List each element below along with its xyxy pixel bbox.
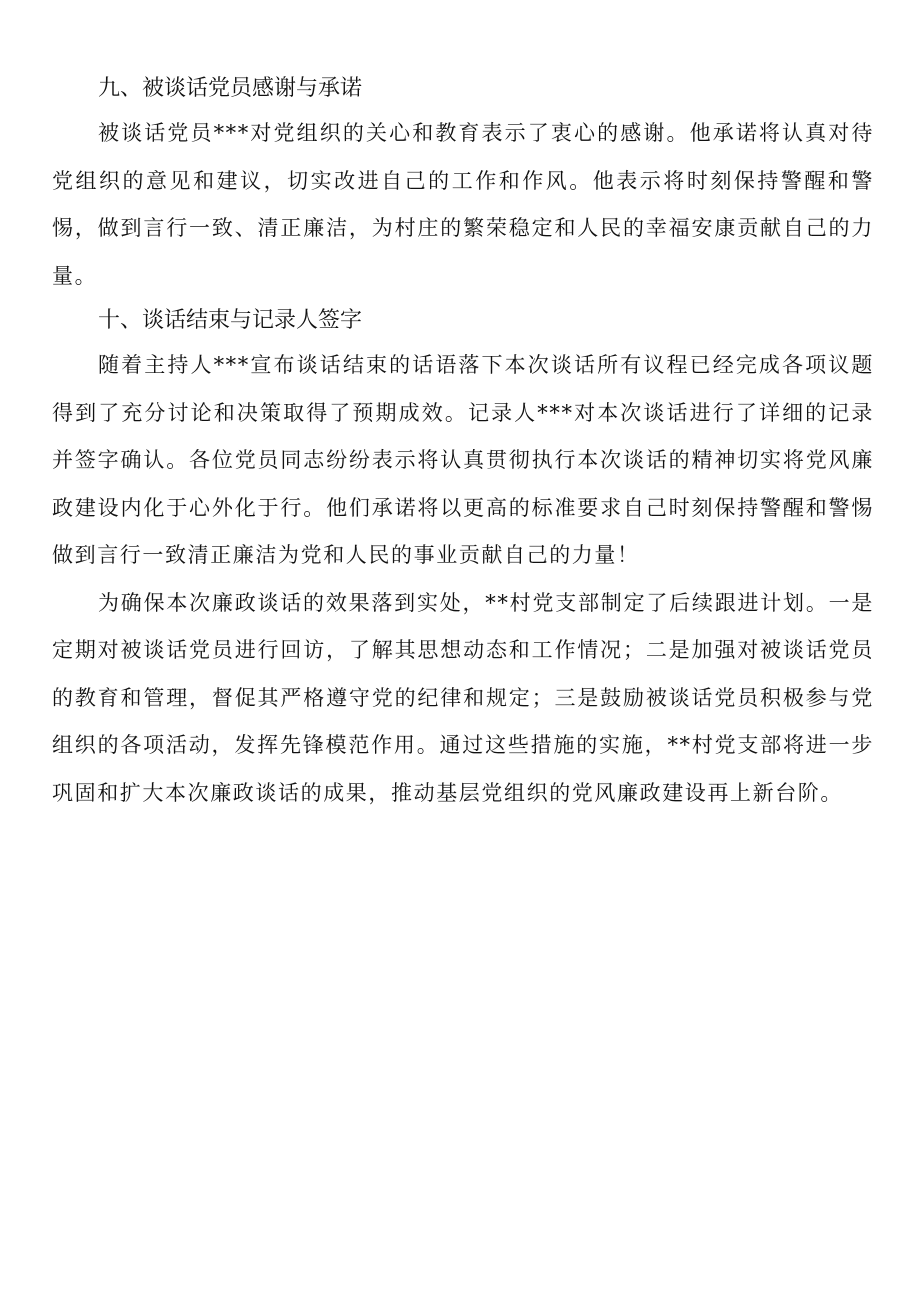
- document-body: [52, 70, 874, 817]
- section-10-paragraph-1: 随着主持人***宣布谈话结束的话语落下本次谈话所有议程已经完成各项议题得到了充分讨论和决策取得了预期成效。记录人***对本次谈话进行了详细的记录并签字确认。各位党员同志纷纷表示将认真贯彻执行本次谈话的精神切实将党风廉政建设内化于心外化于行。他们承诺将以更高的标准要求自己时刻保持警醒和警惕做到言行一致清正廉洁为党和人民的事业贡献自己的力量！: [52, 353, 874, 567]
- section-heading-10: 十、谈话结束与记录人签字: [98, 308, 363, 333]
- section-heading-9: 九、被谈话党员感谢与承诺: [98, 76, 363, 101]
- section-9-paragraph-1: 被谈话党员***对党组织的关心和教育表示了衷心的感谢。他承诺将认真对待党组织的意见和建议，切实改进自己的工作和作风。他表示将时刻保持警醒和警惕，做到言行一致、清正廉洁，为村庄的繁荣稳定和人民的幸福安康贡献自己的力量。: [52, 121, 874, 288]
- section-10-paragraph-2: 为确保本次廉政谈话的效果落到实处，**村党支部制定了后续跟进计划。一是定期对被谈话党员进行回访，了解其思想动态和工作情况；二是加强对被谈话党员的教育和管理，督促其严格遵守党的纪律和规定；三是鼓励被谈话党员积极参与党组织的各项活动，发挥先锋模范作用。通过这些措施的实施，**村党支部将进一步巩固和扩大本次廉政谈话的成果，推动基层党组织的党风廉政建设再上新台阶。: [52, 590, 874, 805]
